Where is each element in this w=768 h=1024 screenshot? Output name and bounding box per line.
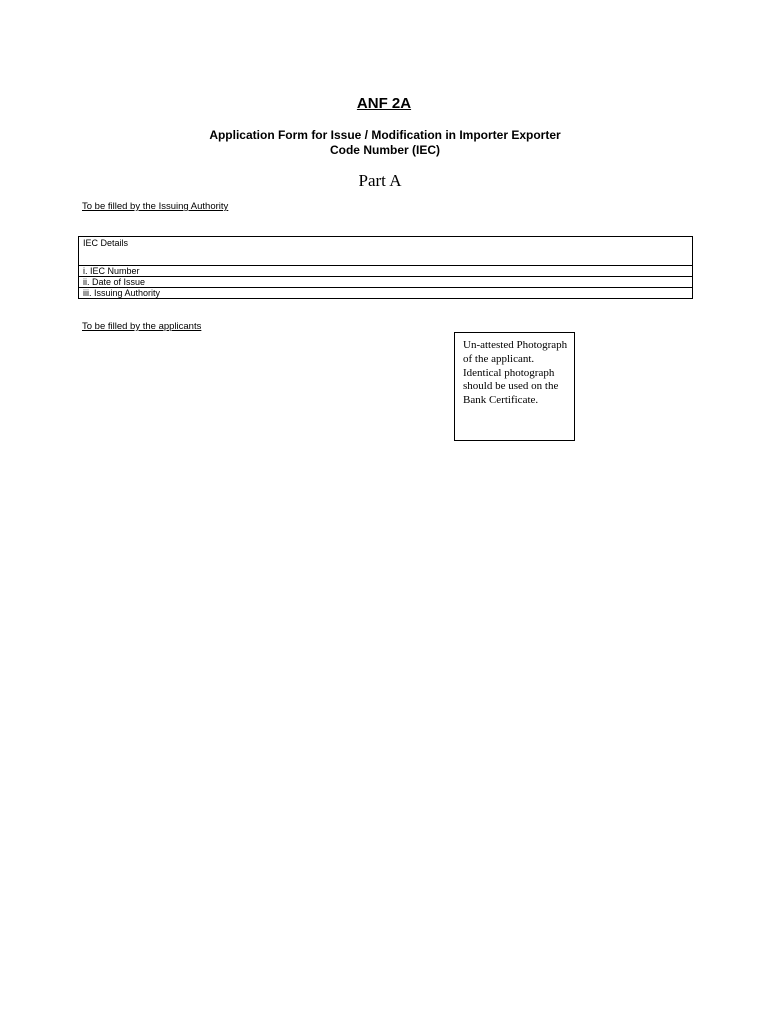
issuing-authority-row: iii. Issuing Authority <box>79 288 693 299</box>
iec-number-row: i. IEC Number <box>79 266 693 277</box>
form-title <box>0 128 768 158</box>
iec-details-table <box>78 236 693 299</box>
form-title-line-1: Application Form for Issue / Modification in Importer Exporter <box>209 128 561 142</box>
iec-details-header: IEC Details <box>79 237 693 266</box>
date-of-issue-row: ii. Date of Issue <box>79 277 693 288</box>
form-title-line-2: Code Number (IEC) <box>329 143 440 157</box>
applicants-label: To be filled by the applicants <box>82 321 202 332</box>
photo-box: Un-attested Photograph of the applicant. Identical photograph should be used on the Bank Certificate. <box>454 332 575 441</box>
form-code: ANF 2A <box>356 95 412 112</box>
part-heading: Part A <box>358 171 402 190</box>
issuing-authority-label: To be filled by the Issuing Authority <box>82 201 229 212</box>
